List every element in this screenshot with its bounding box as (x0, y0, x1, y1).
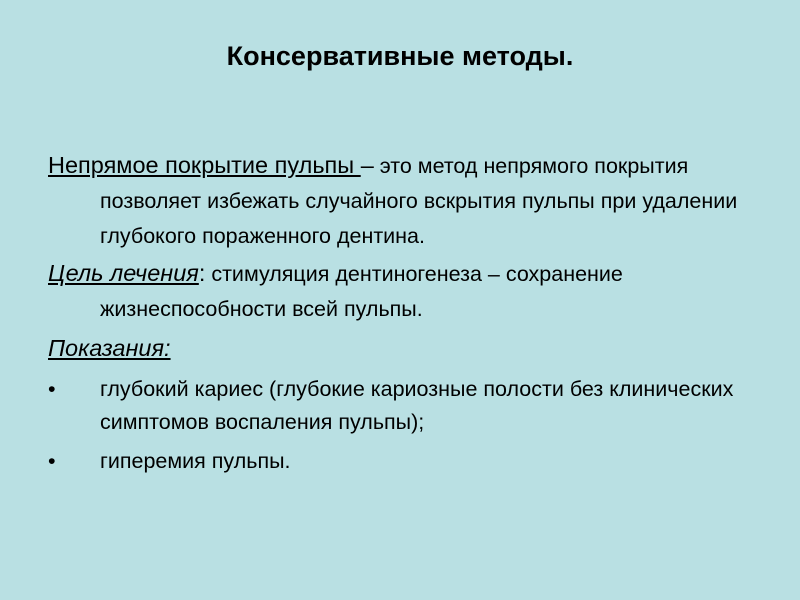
indirect-capping-paragraph (48, 148, 768, 254)
slide-title: Консервативные методы. (226, 41, 574, 71)
treatment-goal-paragraph (48, 256, 768, 327)
indication-text: глубокий кариес (глубокие кариозные полости без клинических симптомов воспаления пульпы); (100, 377, 734, 434)
indication-text: гиперемия пульпы. (100, 449, 291, 473)
indirect-capping-text: это метод непрямого покрытия позволяет избежать случайного вскрытия пульпы при удалении глубокого пораженного дентина. (100, 154, 738, 248)
indications-heading: Показания: (48, 335, 171, 361)
treatment-goal-text: стимуляция дентиногенеза – сохранение жизнеспособности всей пульпы. (100, 262, 623, 321)
indirect-capping-dash: – (360, 152, 374, 178)
treatment-goal-term: Цель лечения (48, 260, 199, 286)
indirect-capping-term: Непрямое покрытие пульпы (48, 152, 361, 178)
list-item (48, 373, 768, 439)
bullet-icon: • (48, 449, 56, 473)
treatment-goal-colon: : (198, 260, 206, 286)
slide-content (48, 148, 768, 478)
bullet-icon: • (48, 377, 56, 401)
list-item (48, 445, 768, 478)
indications-heading-paragraph (48, 331, 768, 367)
